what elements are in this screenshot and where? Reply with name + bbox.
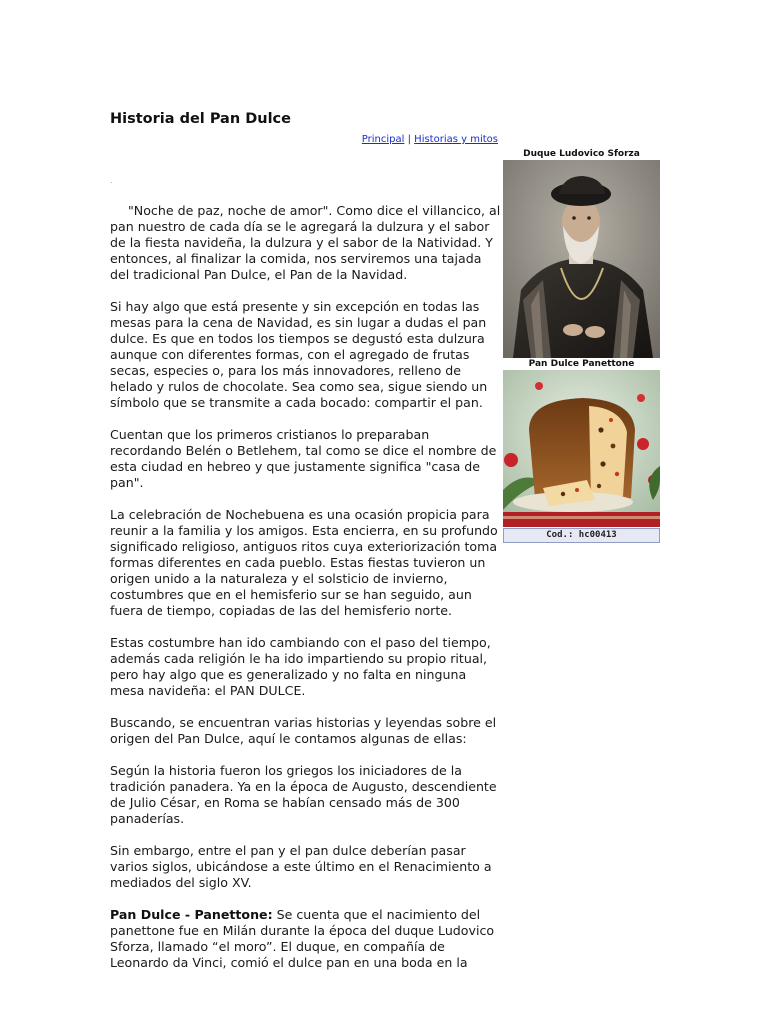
panettone-text: Se cuenta que el nacimiento del panettone fue en Milán durante la época del duque Ludovico Sforza, llamado “el moro”. El duque, en compañía de Leonardo da Vinci, comió el dulce pan en una boda en la (110, 907, 495, 970)
principal-link[interactable]: Principal (361, 134, 405, 145)
paragraph-9 (110, 907, 502, 971)
paragraph-5: Estas costumbre han ido cambiando con el paso del tiempo, además cada religión le ha ido impartiendo su propio ritual, pero hay algo que es generalizado y no falta en ninguna mesa navideña: el PAN DULCE. (110, 635, 491, 698)
paragraph-1: "Noche de paz, noche de amor". Como dice el villancico, al pan nuestro de cada día se le agregará la dulzura y el sabor de la fiesta navideña, la dulzura y el sabor de la Natividad. Y entonces, al finalizar la comida, nos serviremos una tajada del tradicional Pan Dulce, el Pan de la Navidad. (110, 203, 501, 282)
historias-link[interactable]: Historias y mitos (414, 134, 498, 145)
portrait-caption: Duque Ludovico Sforza (523, 149, 640, 159)
panettone-image (503, 370, 660, 527)
cake-caption: Pan Dulce Panettone (528, 359, 635, 369)
portrait-image (503, 160, 660, 358)
article-body (110, 203, 502, 987)
page-title: Historia del Pan Dulce (110, 111, 291, 127)
paragraph-3: Cuentan que los primeros cristianos lo preparaban recordando Belén o Betlehem, tal como se dice el nombre de esta ciudad en hebreo y que justamente significa "casa de pan". (110, 427, 497, 490)
sidebar (503, 148, 660, 543)
paragraph-6: Buscando, se encuentran varias historias y leyendas sobre el origen del Pan Dulce, aquí le contamos algunas de ellas: (110, 715, 497, 746)
paragraph-2: Si hay algo que está presente y sin excepción en todas las mesas para la cena de Navidad, es sin lugar a dudas el pan dulce. Es que en todos los tiempos se degustó esta dulzura aunque con diferentes formas, con el agregado de frutas secas, especies o, para los más innovadores, relleno de helado y rulos de chocolate. Sea como sea, sigue siendo un símbolo que se transmite a cada bocado: compartir el pan. (110, 299, 488, 410)
panettone-heading: Pan Dulce - Panettone: (110, 907, 273, 922)
nav-separator: | (407, 134, 411, 145)
paragraph-8: Sin embargo, entre el pan y el pan dulce deberían pasar varios siglos, ubicándose a este último en el Renacimiento a mediados del siglo XV. (110, 843, 492, 890)
breadcrumb-nav (362, 134, 498, 145)
paragraph-7: Según la historia fueron los griegos los iniciadores de la tradición panadera. Ya en la época de Augusto, descendiente de Julio César, en Roma se habían censado más de 300 panaderías. (110, 763, 497, 826)
paragraph-4: La celebración de Nochebuena es una ocasión propicia para reunir a la familia y los amigos. Esta encierra, en su profundo significado religioso, antiguos ritos cuya exteriorización toma formas diferentes en cada pueblo. Estas fiestas tuvieron un origen unido a la naturaleza y el solsticio de invierno, costumbres que en el hemisferio sur se han seguido, aun fuera de tiempo, copiadas de las del hemisferio norte. (110, 507, 498, 618)
product-code: Cod.: hc00413 (503, 528, 660, 543)
stray-dot: . (110, 176, 113, 185)
